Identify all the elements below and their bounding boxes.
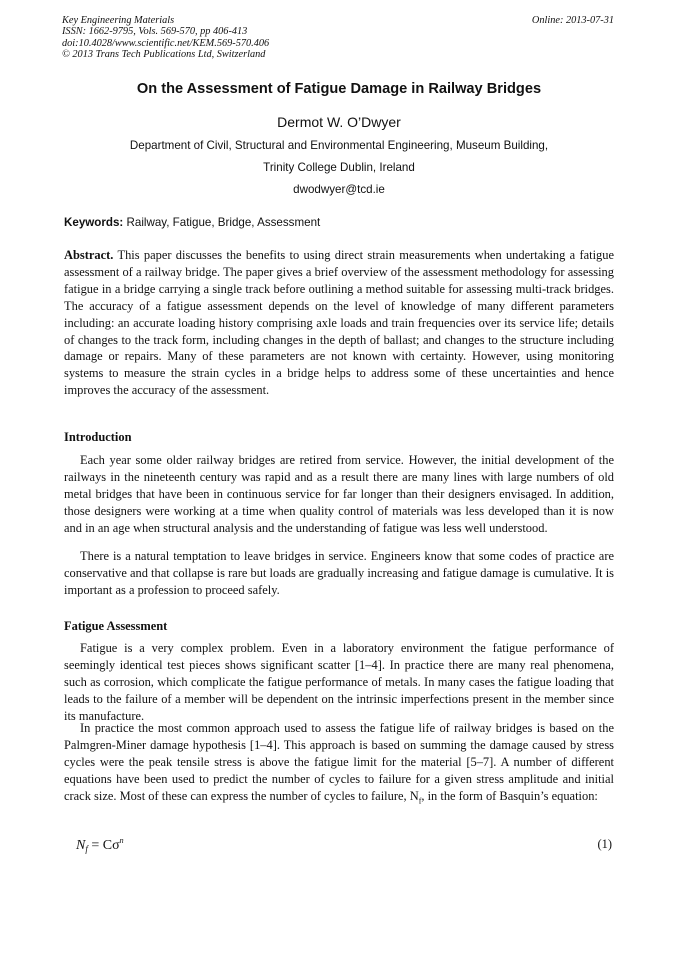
equation-lhs-subscript: f <box>85 844 88 854</box>
equation-rhs: = Cσ <box>87 838 120 853</box>
abstract-label: Abstract. <box>64 248 114 262</box>
abstract <box>64 247 614 399</box>
equation-exponent: n <box>119 836 124 845</box>
fatigue-paragraph-1: Fatigue is a very complex problem. Even in a laboratory environment the fatigue performance of seemingly identical test pieces shows significant scatter [1–4]. In practice there are many real phenomena, such as corrosion, which complicate the fatigue performance of metals. In many cases the fatigue loading that leads to the failure of a member will be dependent on the intrinsic imperfections present in the member since its manufacture. <box>64 641 614 723</box>
equation-lhs: N <box>76 838 86 853</box>
doi-line: doi:10.4028/www.scientific.net/KEM.569-570.406 <box>62 37 270 49</box>
journal-name: Key Engineering Materials <box>62 15 175 26</box>
keywords <box>64 216 320 229</box>
fatigue-paragraph-2-end: , in the form of Basquin’s equation: <box>421 788 598 803</box>
paper-title: On the Assessment of Fatigue Damage in Railway Bridges <box>136 81 542 97</box>
affiliation-line-2: Trinity College Dublin, Ireland <box>263 161 415 174</box>
issn-line: ISSN: 1662-9795, Vols. 569-570, pp 406-413 <box>62 26 248 38</box>
introduction-paragraph-2: There is a natural temptation to leave bridges in service. Engineers know that some codes of practice are conservative and that collapse is rare but loads are gradually increasing and fatigue damage is cumulative. It is important as a profession to proceed safely. <box>64 549 614 597</box>
fatigue-paragraph-2 <box>64 720 614 810</box>
introduction-paragraph-1: Each year some older railway bridges are retired from service. However, the initial development of the railways in the nineteenth century was rapid and as a result there are many lines with large numbers of old metal bridges that have been in continuous service for far longer than their designers envisaged. In addition, those designers were working at a time when quality control of materials was less developed than it is now and in an age when structural analysis and the understanding of fatigue was less well understood. <box>64 453 614 535</box>
keywords-label: Keywords: <box>64 216 124 229</box>
section-heading-fatigue-assessment: Fatigue Assessment <box>64 619 168 633</box>
abstract-text: This paper discusses the benefits to using direct strain measurements when undertaking a fatigue assessment of a railway bridge. The paper gives a brief overview of the assessment methodology for assessing fatigue in a bridge carrying a single track before outlining a method suitable for assessing multi-track bridges. The accuracy of a fatigue assessment depends on the level of knowledge of many different parameters including: an accurate loading history comprising axle loads and train frequencies over its service life; details of changes to the track form, including changes in the depth of ballast; and changes to the structure including damage or repairs. Many of these parameters are not known with certainty. However, using monitoring systems to measure the strain cycles in a bridge helps to address some of these uncertainties and hence improves the accuracy of the assessment. <box>64 248 614 398</box>
author-email: dwodwyer@tcd.ie <box>293 183 385 196</box>
author-name: Dermot W. O’Dwyer <box>277 114 401 130</box>
journal-header <box>62 15 269 60</box>
equation-number: (1) <box>597 837 612 851</box>
fatigue-nf-subscript: f <box>418 796 422 806</box>
section-heading-introduction: Introduction <box>64 430 132 444</box>
affiliation-line-1: Department of Civil, Structural and Environmental Engineering, Museum Building, <box>129 139 549 152</box>
basquin-equation <box>76 836 124 854</box>
keywords-text: Railway, Fatigue, Bridge, Assessment <box>123 216 321 229</box>
fatigue-paragraph-2-text: In practice the most common approach used to assess the fatigue life of railway bridges is based on the Palmgren-Miner damage hypothesis [1–4]. This approach is based on summing the damage caused by stress cycles were the peak tensile stress is above the fatigue limit for the material [5–7]. A number of different equations have been used to predict the number of cycles to failure for a given stress amplitude and initial crack size. Most of these can express the number of cycles to failure, N <box>64 721 614 803</box>
copyright-line: © 2013 Trans Tech Publications Ltd, Switzerland <box>62 48 266 60</box>
online-date: Online: 2013-07-31 <box>531 15 614 26</box>
